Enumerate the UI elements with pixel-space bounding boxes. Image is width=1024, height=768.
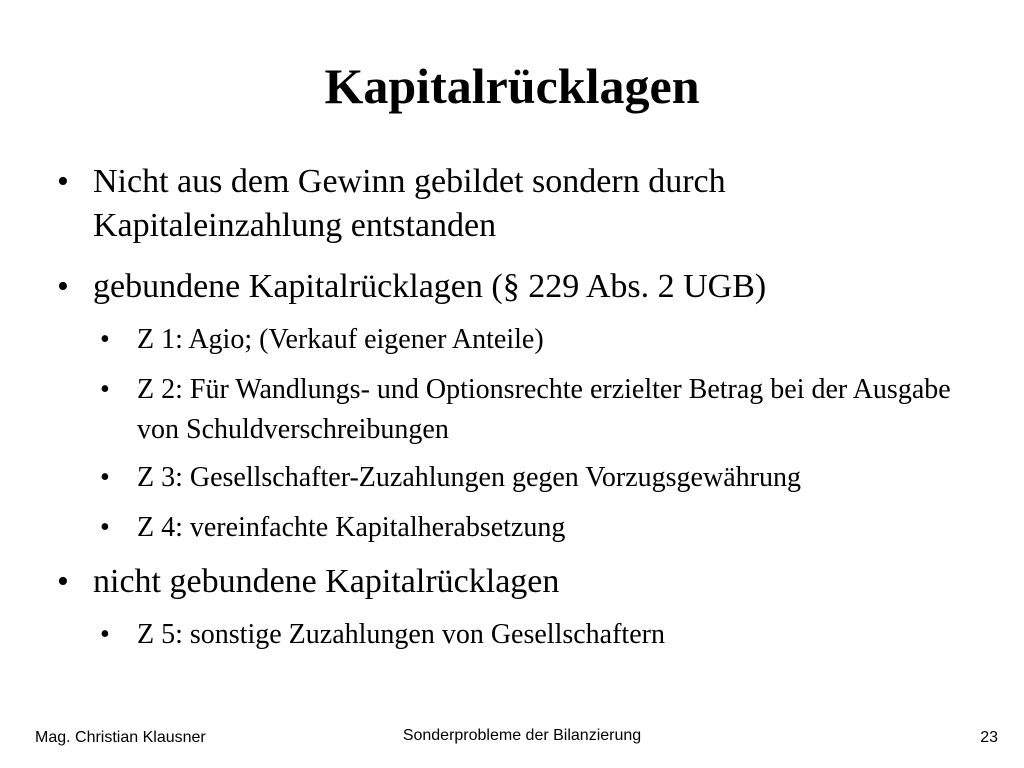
footer-page-number: 23 <box>980 729 998 746</box>
bullet-text: gebundene Kapitalrücklagen (§ 229 Abs. 2 UGB) <box>93 268 767 305</box>
bullet-dot-icon: • <box>100 619 110 650</box>
footer-author: Mag. Christian Klausner <box>35 729 206 746</box>
bullet-dot-icon: • <box>57 163 69 200</box>
bullet-dot-icon: • <box>100 374 110 405</box>
sub-bullet-text: Z 4: vereinfachte Kapitalherabsetzung <box>137 512 566 543</box>
footer-topic: Sonderprobleme der Bilanzierung <box>402 727 642 744</box>
bullet-text: Nicht aus dem Gewinn gebildet sondern durch Kapitaleinzahlung entstanden <box>93 163 726 244</box>
sub-bullet-text: Z 5: sonstige Zuzahlungen von Gesellschaftern <box>137 619 665 650</box>
sub-bullet-text: Z 1: Agio; (Verkauf eigener Anteile) <box>137 324 544 355</box>
slide-title: Kapitalrücklagen <box>324 58 700 114</box>
bullet-text: nicht gebundene Kapitalrücklagen <box>93 563 560 600</box>
sub-bullet-text: Z 2: Für Wandlungs- und Optionsrechte erzielter Betrag bei der Ausgabe von Schuldverschreibungen <box>137 374 951 445</box>
bullet-dot-icon: • <box>100 324 110 355</box>
bullet-dot-icon: • <box>57 268 69 305</box>
bullet-dot-icon: • <box>57 563 69 600</box>
bullet-dot-icon: • <box>100 462 110 493</box>
bullet-dot-icon: • <box>100 512 110 543</box>
sub-bullet-text: Z 3: Gesellschafter-Zuzahlungen gegen Vorzugsgewährung <box>137 462 801 493</box>
